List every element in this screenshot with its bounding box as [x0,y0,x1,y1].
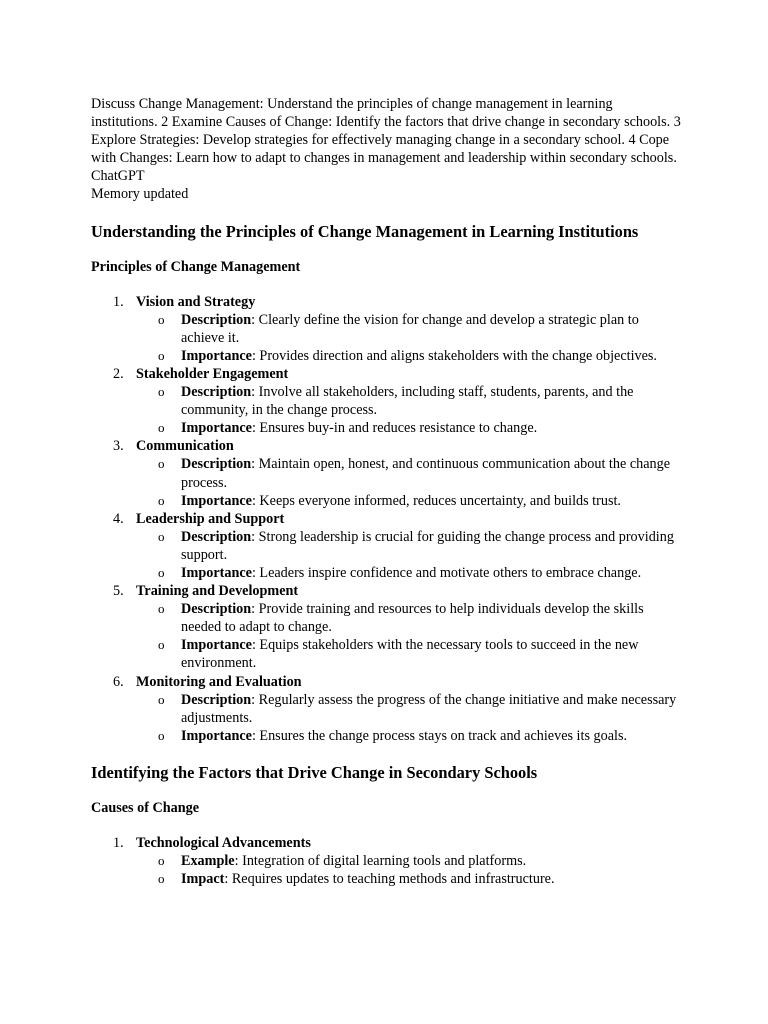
intro-prompt: Discuss Change Management: Understand the principles of change management in learning institutions. 2 Examine Causes of Change: Identify the factors that drive change in secondary schools. 3 Explore Strategies: Develop strategies for effectively managing change in a secondary school. 4 Cope with Changes: Learn how to adapt to changes in management and leadership within secondary schools. [91,96,681,167]
list-item [91,582,678,672]
sub-list [136,383,678,437]
sub-list-item [136,691,681,727]
bullet-icon: o [158,456,165,472]
item-title: Leadership and Support [136,510,285,527]
item-title: Stakeholder Engagement [136,365,289,382]
sub-list-item [136,455,681,491]
list-item [91,437,678,509]
item-title: Communication [136,438,234,455]
sub-list-item [136,564,681,582]
bullet-icon: o [158,601,165,617]
bullet-icon: o [158,691,165,707]
point-text: : Ensures buy-in and reduces resistance to change. [251,420,538,437]
point-label: Description [181,601,252,618]
point-label: Importance [181,492,252,509]
causes-list [91,834,678,888]
sub-list-item [136,870,681,888]
subheading-causes: Causes of Change [91,799,199,816]
point-label: Description [181,311,252,328]
sub-list [136,691,678,745]
sub-list-item [136,600,681,636]
point-text: : Provide training and resources to help individuals develop the skills needed to adapt to change. [181,601,644,636]
item-number: 1. [113,293,124,310]
principles-list [91,293,678,745]
point-text: : Maintain open, honest, and continuous communication about the change process. [181,456,670,491]
bullet-icon: o [158,564,165,580]
point-text: : Requires updates to teaching methods and infrastructure. [224,871,555,888]
point-label: Example [181,853,235,869]
sub-list [136,455,678,509]
item-number: 2. [113,365,124,382]
point-text: : Ensures the change process stays on track and achieves its goals. [251,727,628,744]
bullet-icon: o [158,871,165,887]
bullet-icon: o [158,853,165,868]
subheading-principles: Principles of Change Management [91,258,301,275]
section-heading-factors: Identifying the Factors that Drive Change in Secondary Schools [91,762,538,782]
point-text: : Strong leadership is crucial for guiding the change process and providing support. [181,528,674,563]
point-text: : Equips stakeholders with the necessary tools to succeed in the new environment. [181,637,639,672]
bullet-icon: o [158,492,165,508]
bullet-icon: o [158,727,165,743]
item-number: 1. [113,834,124,851]
point-label: Description [181,691,252,708]
point-label: Importance [181,637,252,654]
point-label: Description [181,528,252,545]
point-label: Description [181,384,252,401]
point-text: : Clearly define the vision for change and develop a strategic plan to achieve it. [181,311,639,346]
section-heading-principles: Understanding the Principles of Change Management in Learning Institutions [91,221,639,241]
point-label: Importance [181,727,252,744]
memory-status: Memory updated [91,186,189,203]
point-text: : Involve all stakeholders, including staff, students, parents, and the community, in the change process. [181,384,634,419]
item-title: Technological Advancements [136,834,311,851]
bullet-icon: o [158,637,165,653]
sub-list [136,528,678,582]
speaker-label: ChatGPT [91,168,145,185]
sub-list [136,311,678,365]
sub-list-item [136,311,681,347]
sub-list-item [136,528,681,564]
list-item [91,510,678,582]
point-label: Importance [181,564,252,581]
item-title: Monitoring and Evaluation [136,673,302,690]
point-text: : Regularly assess the progress of the change initiative and make necessary adjustments. [181,691,677,726]
point-label: Importance [181,347,252,364]
list-item [91,673,678,745]
bullet-icon: o [158,528,165,544]
bullet-icon: o [158,347,165,363]
sub-list-item [136,347,681,365]
sub-list-item [136,636,681,672]
point-label: Importance [181,420,252,437]
item-number: 3. [113,438,124,455]
point-text: : Keeps everyone informed, reduces uncertainty, and builds trust. [251,492,621,509]
point-text: : Leaders inspire confidence and motivate others to embrace change. [251,564,642,581]
bullet-icon: o [158,384,165,400]
sub-list [136,600,678,672]
list-item [91,834,678,888]
item-number: 6. [113,673,124,690]
point-label: Description [181,456,252,473]
bullet-icon: o [158,311,165,327]
point-text: : Provides direction and aligns stakeholders with the change objectives. [251,347,657,364]
sub-list-item [136,492,681,510]
list-item [91,365,678,437]
item-title: Vision and Strategy [136,293,256,310]
point-text: : Integration of digital learning tools and platforms. [234,853,527,869]
item-number: 4. [113,510,124,527]
list-item [91,293,678,365]
sub-list-item [136,727,681,745]
item-title: Training and Development [136,583,299,600]
point-label: Impact [181,871,225,888]
sub-list-item [136,419,681,437]
bullet-icon: o [158,420,165,436]
sub-list [136,852,678,888]
item-number: 5. [113,583,124,600]
sub-list-item [136,852,681,870]
sub-list-item [136,383,681,419]
